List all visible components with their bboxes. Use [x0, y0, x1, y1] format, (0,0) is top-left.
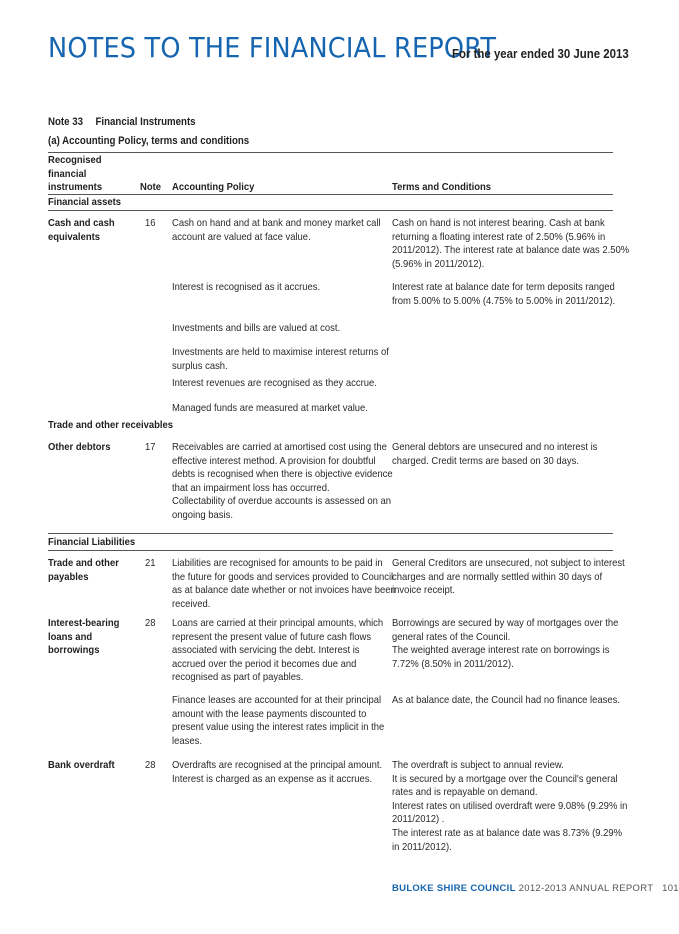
- policy-line: present value using the interest rates implicit in the: [172, 721, 385, 734]
- note-ref-other-debtors: 17: [145, 441, 156, 453]
- terms-line: The weighted average interest rate on borrowings is: [392, 644, 610, 657]
- col-header-note: Note: [140, 181, 162, 193]
- col-header-terms: Terms and Conditions: [392, 181, 492, 193]
- page-subtitle: For the year ended 30 June 2013: [452, 46, 629, 61]
- instrument-line: Trade and other: [48, 557, 119, 569]
- policy-line: that an impairment loss has occurred.: [172, 481, 330, 494]
- policy-cash-6: [172, 402, 368, 416]
- terms-line: 2011/2012). The interest rate at balance date was 2.50%: [392, 244, 630, 257]
- policy-line: effective interest method. A provision for doubtful: [172, 454, 376, 467]
- section-heading: (a) Accounting Policy, terms and conditions: [48, 135, 250, 147]
- instrument-cash: [48, 217, 115, 244]
- terms-line: charged. Credit terms are based on 30 days.: [392, 454, 580, 467]
- rule-above-liabilities: [48, 533, 613, 534]
- rule-group-financial-liabilities: [48, 550, 613, 551]
- instrument-line: borrowings: [48, 644, 100, 657]
- footer-report: 2012-2013 ANNUAL REPORT: [518, 883, 654, 894]
- terms-payables: [392, 557, 625, 598]
- policy-line: represent the present value of future cash flows: [172, 630, 372, 643]
- group-label-receivables: Trade and other receivables: [48, 419, 174, 431]
- terms-line: Interest rate at balance date for term deposits ranged: [392, 281, 615, 293]
- instrument-other-debtors: [48, 441, 110, 455]
- instrument-overdraft: [48, 759, 115, 773]
- policy-line: Receivables are carried at amortised cost using the: [172, 441, 387, 453]
- note-ref-loans: 28: [145, 617, 156, 629]
- policy-other-debtors: [172, 441, 393, 523]
- page-footer: [392, 883, 679, 894]
- policy-loans-2: [172, 694, 384, 748]
- terms-line: The overdraft is subject to annual review.: [392, 759, 564, 771]
- rule-top: [48, 152, 613, 153]
- terms-loans-1: [392, 617, 618, 671]
- policy-line: amount with the lease payments discounted to: [172, 707, 367, 720]
- policy-line: surplus cash.: [172, 359, 228, 372]
- group-label-financial-assets: Financial assets: [48, 196, 122, 208]
- terms-line: charges and are normally settled within 30 days of: [392, 570, 603, 583]
- terms-overdraft: [392, 759, 627, 854]
- policy-cash-3: [172, 322, 340, 336]
- policy-line: Investments are held to maximise interest returns of: [172, 346, 389, 358]
- policy-cash-5: [172, 377, 377, 391]
- policy-line: Collectability of overdue accounts is assessed on an: [172, 495, 392, 508]
- policy-line: accrued over the period it becomes due and: [172, 657, 357, 670]
- policy-line: Interest is charged as an expense as it accrues.: [172, 772, 373, 785]
- footer-organisation: BULOKE SHIRE COUNCIL: [392, 883, 516, 894]
- terms-line: Borrowings are secured by way of mortgages over the: [392, 617, 619, 629]
- policy-line: Interest is recognised as it accrues.: [172, 281, 321, 293]
- terms-loans-2: [392, 694, 620, 708]
- policy-cash-2: [172, 281, 320, 295]
- terms-line: 7.72% (8.50% in 2011/2012).: [392, 657, 514, 670]
- instrument-line: Interest-bearing: [48, 617, 120, 629]
- note-heading: [48, 116, 196, 128]
- note-ref-cash: 16: [145, 217, 156, 229]
- policy-payables: [172, 557, 396, 611]
- terms-line: Cash on hand is not interest bearing. Cash at bank: [392, 217, 605, 229]
- col-header-instrument-line: instruments: [48, 181, 103, 194]
- terms-line: (5.96% in 2011/2012).: [392, 257, 485, 270]
- note-title: Financial Instruments: [95, 116, 196, 128]
- page-title: NOTES TO THE FINANCIAL REPORT: [48, 32, 497, 64]
- instrument-line: Cash and cash: [48, 217, 115, 229]
- policy-loans-1: [172, 617, 383, 685]
- terms-line: in 2011/2012).: [392, 840, 452, 853]
- terms-line: General Creditors are unsecured, not subject to interest: [392, 557, 625, 569]
- col-header-policy: Accounting Policy: [172, 181, 255, 193]
- terms-line: Interest rates on utilised overdraft were 9.08% (9.29% in: [392, 799, 628, 812]
- note-number: Note 33: [48, 116, 83, 128]
- policy-line: leases.: [172, 734, 202, 747]
- instrument-line: loans and: [48, 630, 93, 643]
- policy-line: recognised as part of payables.: [172, 671, 304, 684]
- terms-line: from 5.00% to 5.00% (4.75% to 5.00% in 2011/2012).: [392, 294, 616, 307]
- terms-cash-1: [392, 217, 629, 271]
- col-header-instrument: [48, 154, 102, 195]
- terms-line: The interest rate as at balance date was 8.73% (9.29%: [392, 826, 623, 839]
- terms-line: returning a floating interest rate of 2.50% (5.96% in: [392, 230, 606, 243]
- policy-line: debts is recognised when there is objective evidence: [172, 468, 393, 481]
- policy-cash-1: [172, 217, 381, 244]
- policy-line: the future for goods and services provided to Council: [172, 570, 394, 583]
- policy-line: received.: [172, 597, 211, 610]
- terms-line: 2011/2012) .: [392, 813, 445, 826]
- policy-line: Interest revenues are recognised as they accrue.: [172, 377, 377, 389]
- page-number: 101: [662, 883, 679, 894]
- terms-other-debtors: [392, 441, 597, 468]
- instrument-line: payables: [48, 570, 89, 583]
- policy-line: Managed funds are measured at market value.: [172, 402, 368, 414]
- terms-line: general rates of the Council.: [392, 630, 511, 643]
- rule-header-bottom: [48, 194, 613, 195]
- terms-line: As at balance date, the Council had no finance leases.: [392, 694, 621, 706]
- policy-line: associated with servicing the debt. Interest is: [172, 644, 360, 657]
- note-ref-payables: 21: [145, 557, 156, 569]
- instrument-loans: [48, 617, 119, 658]
- rule-group-financial-assets: [48, 210, 613, 211]
- policy-line: Finance leases are accounted for at their principal: [172, 694, 382, 706]
- group-label-financial-liabilities: Financial Liabilities: [48, 536, 136, 548]
- instrument-line: Bank overdraft: [48, 759, 115, 771]
- terms-line: General debtors are unsecured and no interest is: [392, 441, 598, 453]
- policy-line: Overdrafts are recognised at the principal amount.: [172, 759, 383, 771]
- policy-line: Loans are carried at their principal amounts, which: [172, 617, 384, 629]
- col-header-instrument-line: financial: [48, 167, 87, 180]
- terms-cash-2: [392, 281, 615, 308]
- policy-line: Liabilities are recognised for amounts to be paid in: [172, 557, 383, 569]
- terms-line: It is secured by a mortgage over the Council's general: [392, 772, 618, 785]
- policy-overdraft: [172, 759, 382, 786]
- policy-line: Investments and bills are valued at cost.: [172, 322, 341, 334]
- policy-line: Cash on hand and at bank and money market call: [172, 217, 381, 229]
- terms-line: invoice receipt.: [392, 584, 456, 597]
- note-ref-overdraft: 28: [145, 759, 156, 771]
- policy-line: ongoing basis.: [172, 508, 233, 521]
- policy-line: as at balance date whether or not invoices have been: [172, 584, 396, 597]
- policy-line: account are valued at face value.: [172, 230, 311, 243]
- col-header-instrument-line: Recognised: [48, 154, 102, 166]
- terms-line: rates and is repayable on demand.: [392, 786, 538, 799]
- instrument-line: equivalents: [48, 230, 101, 243]
- instrument-payables: [48, 557, 119, 584]
- instrument-line: Other debtors: [48, 441, 111, 453]
- policy-cash-4: [172, 346, 389, 373]
